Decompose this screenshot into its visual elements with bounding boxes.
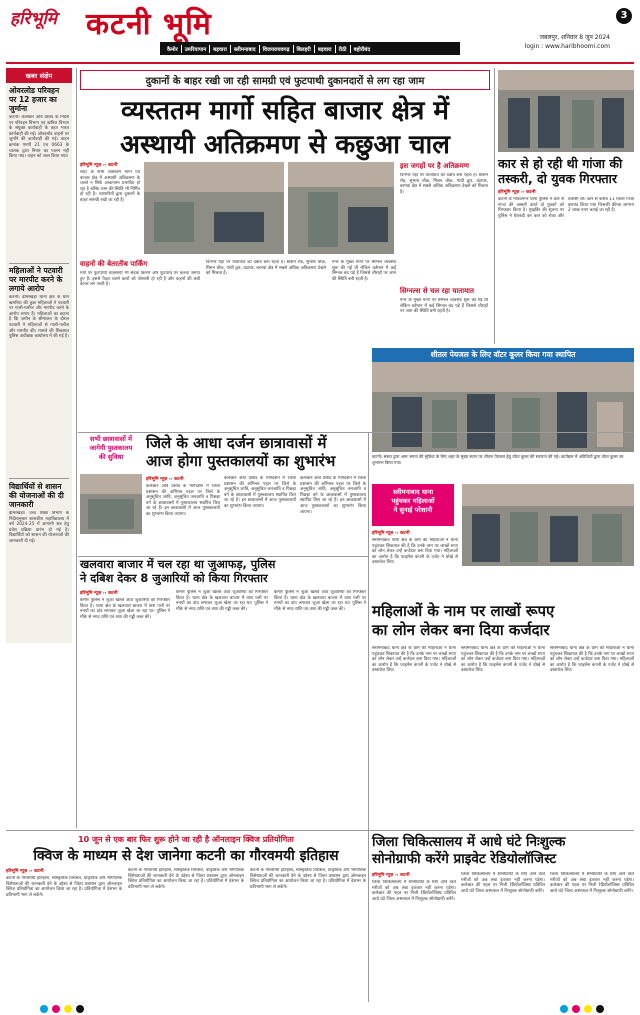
brief-body: कटनी। ढीमरखेड़ा थाना क्षेत्र के ग्राम खमरिया की कुछ महिलाओं ने पटवारी पर गाली-गलौज और मारपीट करने के आरोप लगाए हैं। महिलाओं का कहना है कि जमीन के सीमांकन के दौरान पटवारी ने महिलाओं से गाली-गलौज और मारपीट की। मामले की शिकायत पुलिस अधीक्षक कार्यालय में की गई है।: [9, 295, 69, 340]
brief-headline: महिलाओं ने पटवारी पर मारपीट करने के लगाये आरोप: [9, 266, 63, 293]
lead-subhead-encroachment: इस जगहों पर है अतिक्रमण: [400, 162, 469, 170]
registration-mark: [596, 1005, 604, 1013]
lead-body-3: दिनभर यहां पर यातायात का दबाव बना रहता है। स्टेशन रोड, सुभाष चौक, मिशन चौक, गांधी द्वार, घंटाघर, बरगवां क्षेत्र में सबसे अधिक अतिक्रमण देखने को मिलता है।: [206, 260, 326, 277]
ganja-headline: कार से हो रही थी गांजा की तस्करी, दो युवक गिरफ्तार: [498, 156, 623, 186]
gambling-headline-line1: खलवारा बाजार में चल रहा था जुआफड़, पुलिस: [80, 558, 276, 571]
loan-photo: [462, 484, 634, 566]
quiz-kicker: 10 जून से एक बार फिर शुरू होने जा रही है ऑनलाइन क्विज प्रतियोगिता: [78, 835, 294, 844]
gambling-body-2: कैमोर पुलिस ने जुआ खेलते आठ जुआरियों को गिरफ्तार किया है। थाना क्षेत्र के खलवारा बाजार में ताश पत्ती पर रुपयों का दांव लगाकर जुआ खेला जा रहा था। पुलिस ने मौके से नगद राशि एवं ताश की गड्डी जब्त की।: [176, 590, 268, 612]
lead-body-1: शहर के सभी व्यस्ततम मार्गों एवं बाजार क्षेत्र में अस्थायी अतिक्रमण के चलते न सिर्फ आवागमन प्रभावित हो रहा है बल्कि जाम की स्थिति भी निर्मित हो रही है। व्यापारियों द्वारा दुकानों के बाहर सामग्री रखी जा रही है।: [80, 170, 140, 203]
library-headline-line1: जिले के आधा दर्जन छात्रावासों में: [146, 434, 327, 452]
gambling-story: [80, 558, 366, 828]
registration-mark: [40, 1005, 48, 1013]
nav-item-sleemnabad[interactable]: स्लीमनाबाद: [231, 45, 260, 53]
nav-item-bilhari[interactable]: बिलहरी: [294, 45, 315, 53]
loan-story: [372, 484, 634, 824]
news-brief-sidebar: [6, 68, 72, 643]
radiology-body-2: जिला चिकित्सालय में सोनोग्राफी के लिए आने वाले मरीजों को अब लंबा इंतजार नहीं करना पड़ेगा। कलेक्टर की पहल पर निजी रेडियोलॉजिस्ट प्रतिदिन आधे घंटे जिला अस्पताल में निःशुल्क सोनोग्राफी करेंगे।: [461, 872, 545, 894]
registration-mark: [560, 1005, 568, 1013]
column-rule: [76, 68, 77, 828]
loan-tag-line2: पहुंचकर महिलाओं: [391, 497, 435, 505]
brief-divider: [9, 478, 69, 479]
loan-body-4: स्लीमनाबाद थाना क्षेत्र के ग्राम की महिलाओं ने थाना पहुंचकर शिकायत की है कि उनके नाम पर लाखों रुपए का लोन लेकर उन्हें कर्जदार बना दिया गया। महिलाओं का आरोप है कि फाइनेंस कंपनी के एजेंट ने धोखे से दस्तावेज लिए।: [550, 646, 634, 674]
loan-column-1: [372, 530, 458, 608]
nav-item-umariyapan[interactable]: उमरियापान: [182, 45, 210, 53]
lead-photo-traffic: [144, 162, 284, 254]
radiology-byline: हरिभूमि न्यूज़ ›› कटनी: [372, 873, 410, 878]
brand-logo: हरिभूमि: [10, 9, 57, 29]
library-photo: [80, 474, 142, 534]
brief-divider: [9, 263, 69, 264]
loan-headline-line2: का लोन लेकर बना दिया कर्जदार: [372, 621, 550, 639]
cooler-headline: शीतल पेयजल के लिए वॉटर कूलर किया गया स्थापित: [372, 348, 634, 362]
masthead-rule: [6, 62, 634, 64]
column-rule: [494, 68, 495, 344]
radiology-headline-line1: जिला चिकित्सालय में आधे घंटे निःशुल्क: [372, 834, 566, 850]
library-byline: हरिभूमि न्यूज़ ›› कटनी: [146, 477, 184, 482]
ganja-byline: हरिभूमि न्यूज़ ›› कटनी: [498, 190, 536, 195]
loan-body-2: स्लीमनाबाद थाना क्षेत्र के ग्राम की महिलाओं ने थाना पहुंचकर शिकायत की है कि उनके नाम पर लाखों रुपए का लोन लेकर उन्हें कर्जदार बना दिया गया। महिलाओं का आरोप है कि फाइनेंस कंपनी के एजेंट ने धोखे से दस्तावेज लिए।: [372, 646, 456, 674]
lead-headline-line2: अस्थायी अतिक्रमण से कछुआ चाल: [120, 130, 450, 160]
nav-item-vijayraghavgarh[interactable]: विजयराघवगढ़: [260, 45, 294, 53]
quiz-byline: हरिभूमि न्यूज़ ›› कटनी: [6, 869, 44, 874]
library-headline-line2: आज होगा पुस्तकालयों का शुभारंभ: [146, 452, 336, 470]
brief-body: कटनी। कलेक्टर अवि प्रसाद के निर्देश पर परिवहन विभाग एवं खनिज विभाग के संयुक्त कार्यवाही के तहत भारत कार्यवाही की गई। ओवरलोड वाहनों पर जुर्माने की कार्यवाही की गई। वाहन क्रमांक एमपी 21 एच 0663 के चालक द्वारा नियम का पालन नहीं किया गया। वाहन को जब्त किया गया।: [9, 115, 69, 160]
gambling-headline-line2: ने दबिश देकर 8 जुआरियों को किया गिरफ्तार: [80, 572, 268, 585]
library-tag-line1: सभी छात्रावासों में: [90, 435, 132, 443]
brief-item: [9, 482, 69, 631]
library-tag: [80, 434, 142, 470]
lead-subhead-parking: वाहनों की बेतरतीब पार्किंग: [80, 260, 148, 268]
loan-byline: हरिभूमि न्यूज़ ›› कटनी: [372, 531, 410, 536]
brief-headline: विद्यार्थियों से शासन की योजनाओं की दी जानकारी: [9, 482, 64, 509]
sidebar-header: खबर संक्षेप: [6, 68, 72, 83]
cooler-caption: कटनी। संस्था द्वारा आम जनता की सुविधा के लिए शहर के मुख्य स्थान पर शीतल पेयजल हेतु वॉटर कूलर की स्थापना की गई। कार्यक्रम में अतिथियों द्वारा वॉटर कूलर का शुभारंभ किया गया।: [372, 454, 624, 465]
library-body-2: कलेक्टर अवि प्रसाद के मार्गदर्शन में जिला प्रशासन की अभिनव पहल पर जिले के अनुसूचित जाति, अनुसूचित जनजाति व पिछड़ा वर्ग के छात्रावासों में पुस्तकालय स्थापित किए जा रहे हैं। इन छात्रावासों में आज पुस्तकालयों का शुभारंभ किया जाएगा।: [224, 476, 296, 509]
quiz-body-3: कटनी के गौरवमयी इतिहास, सांस्कृतिक विरासत, प्राकृतिक और भौगोलिक विशेषताओं की जानकारी देने के उद्देश्य से जिला प्रशासन द्वारा ऑनलाइन क्विज प्रतियोगिता का आयोजन किया जा रहा है। प्रतियोगिता में देशभर के प्रतिभागी भाग ले सकेंगे।: [250, 868, 366, 890]
date-line: जबलपुर, शनिवार 8 जून 2024: [539, 34, 610, 41]
lead-byline: हरिभूमि न्यूज़ ›› कटनी: [80, 163, 118, 168]
library-tag-line3: की सुविधा: [98, 453, 124, 461]
ganja-photo-police: [498, 70, 634, 152]
quiz-column-1: [6, 868, 122, 998]
registration-mark: [52, 1005, 60, 1013]
section-nav: [160, 42, 460, 55]
column-rule: [368, 432, 369, 1002]
brief-item: [6, 83, 72, 263]
nav-item-reethi[interactable]: रीठी: [336, 45, 351, 53]
quiz-body-1: कटनी के गौरवमयी इतिहास, सांस्कृतिक विरासत, प्राकृतिक और भौगोलिक विशेषताओं की जानकारी देने के उद्देश्य से जिला प्रशासन द्वारा ऑनलाइन क्विज प्रतियोगिता का आयोजन किया जा रहा है। प्रतियोगिता में देशभर के प्रतिभागी भाग ले सकेंगे।: [6, 876, 122, 898]
loan-body-1: स्लीमनाबाद थाना क्षेत्र के ग्राम की महिलाओं ने थाना पहुंचकर शिकायत की है कि उनके नाम पर लाखों रुपए का लोन लेकर उन्हें कर्जदार बना दिया गया। महिलाओं का आरोप है कि फाइनेंस कंपनी के एजेंट ने धोखे से दस्तावेज लिए।: [372, 538, 458, 566]
loan-tag-line1: स्लीमनाबाद थाना: [392, 488, 434, 496]
lead-column-1: [80, 162, 140, 260]
quiz-story: [6, 834, 366, 1002]
radiology-body-1: जिला चिकित्सालय में सोनोग्राफी के लिए आने वाले मरीजों को अब लंबा इंतजार नहीं करना पड़ेगा। कलेक्टर की पहल पर निजी रेडियोलॉजिस्ट प्रतिदिन आधे घंटे जिला अस्पताल में निःशुल्क सोनोग्राफी करेंगे।: [372, 880, 456, 902]
masthead: [0, 0, 640, 58]
brief-headline: ओवरलोड परिवहन पर 12 हजार का जुर्माना: [9, 86, 60, 113]
gambling-body-1: कैमोर पुलिस ने जुआ खेलते आठ जुआरियों को गिरफ्तार किया है। थाना क्षेत्र के खलवारा बाजार में ताश पत्ती पर रुपयों का दांव लगाकर जुआ खेला जा रहा था। पुलिस ने मौके से नगद राशि एवं ताश की गड्डी जब्त की।: [80, 598, 170, 620]
brief-body: ढीमरखेड़ा। उच्च शिक्षा विभाग के निर्देशानुसार शासकीय महाविद्यालय में वर्ष 2024-25 में आगामी सत्र हेतु प्रवेश प्रक्रिया प्रारंभ हो गई है। विद्यार्थियों को शासन की योजनाओं की जानकारी दी गई।: [9, 511, 69, 544]
registration-mark: [572, 1005, 580, 1013]
lead-photo-market: [288, 162, 394, 254]
lead-kicker: दुकानों के बाहर रखी जा रही सामग्री एवं फुटपाथी दुकानदारों से लग रहा जाम: [80, 70, 490, 90]
lead-subhead-signals: सिग्नल्स से चल रहा यातायात: [400, 287, 474, 295]
radiology-body-3: जिला चिकित्सालय में सोनोग्राफी के लिए आने वाले मरीजों को अब लंबा इंतजार नहीं करना पड़ेगा। कलेक्टर की पहल पर निजी रेडियोलॉजिस्ट प्रतिदिन आधे घंटे जिला अस्पताल में निःशुल्क सोनोग्राफी करेंगे।: [550, 872, 634, 894]
library-body-3: कलेक्टर अवि प्रसाद के मार्गदर्शन में जिला प्रशासन की अभिनव पहल पर जिले के अनुसूचित जाति, अनुसूचित जनजाति व पिछड़ा वर्ग के छात्रावासों में पुस्तकालय स्थापित किए जा रहे हैं। इन छात्रावासों में आज पुस्तकालयों का शुभारंभ किया जाएगा।: [300, 476, 366, 515]
section-rule: [6, 830, 634, 831]
radiology-headline-line2: सोनोग्राफी करेंगे प्राइवेट रेडियोलॉजिस्ट: [372, 851, 557, 867]
lead-column-3: [206, 260, 326, 395]
lead-column-2: [80, 260, 200, 391]
loan-tag: [372, 484, 454, 526]
loan-body-3: स्लीमनाबाद थाना क्षेत्र के ग्राम की महिलाओं ने थाना पहुंचकर शिकायत की है कि उनके नाम पर लाखों रुपए का लोन लेकर उन्हें कर्जदार बना दिया गया। महिलाओं का आरोप है कि फाइनेंस कंपनी के एजेंट ने धोखे से दस्तावेज लिए।: [461, 646, 545, 674]
lead-body-4: दिनभर यहां पर यातायात का दबाव बना रहता है। स्टेशन रोड, सुभाष चौक, मिशन चौक, गांधी द्वार, घंटाघर, बरगवां क्षेत्र में सबसे अधिक अतिक्रमण देखने को मिलता है।: [400, 173, 488, 195]
section-rule: [78, 432, 634, 433]
nav-item-barwara[interactable]: बड़वारा: [210, 45, 231, 53]
gambling-body-3: कैमोर पुलिस ने जुआ खेलते आठ जुआरियों को गिरफ्तार किया है। थाना क्षेत्र के खलवारा बाजार में ताश पत्ती पर रुपयों का दांव लगाकर जुआ खेला जा रहा था। पुलिस ने मौके से नगद राशि एवं ताश की गड्डी जब्त की।: [274, 590, 366, 612]
page-number: 3: [616, 8, 632, 24]
gambling-column-1: [80, 590, 170, 778]
loan-tag-line3: ने सुनाई परेशानी: [393, 506, 433, 514]
loan-headline-line1: महिलाओं के नाम पर लाखों रूपए: [372, 602, 555, 620]
registration-mark: [64, 1005, 72, 1013]
quiz-headline: क्विज के माध्यम से देश जानेगा कटनी का गौरवमयी इतिहास: [33, 848, 339, 864]
library-story: [80, 434, 366, 554]
section-rule: [78, 556, 368, 557]
registration-mark: [584, 1005, 592, 1013]
lead-body-6: नगर के मुख्य मार्गों पर सिग्नल व्यवस्था शुरू की गई थी लेकिन वर्तमान में कई सिग्नल बंद पड़े हैं जिससे चौराहों पर जाम की स्थिति बनी रहती है।: [332, 260, 396, 282]
radiology-story: [372, 834, 634, 1002]
nav-item-kaimor[interactable]: कैमोर: [164, 45, 182, 53]
library-tag-line2: जागेगी पुस्तकालय: [89, 444, 133, 452]
lead-body-5: नगर के मुख्य मार्गों पर सिग्नल व्यवस्था शुरू की गई थी लेकिन वर्तमान में कई सिग्नल बंद पड़े हैं जिससे चौराहों पर जाम की स्थिति बनी रहती है।: [400, 298, 488, 315]
lead-body-2: मार्ग पर फुटपाथी व्यवसायी भी सड़क किनारे और फुटपाथ पर कब्जा जमाए हुए हैं। इससे पैदल चलने वालों को परेशानी हो रही है और वाहनों की लंबी कतार लग जाती है।: [80, 271, 200, 288]
nav-item-barwara-2[interactable]: बड़वारा: [315, 45, 336, 53]
brief-item: [9, 266, 69, 465]
nav-item-bahoriband[interactable]: बहोरीबंद: [353, 46, 371, 53]
website-link[interactable]: login : www.haribhoomi.com: [524, 43, 610, 50]
quiz-body-2: कटनी के गौरवमयी इतिहास, सांस्कृतिक विरासत, प्राकृतिक और भौगोलिक विशेषताओं की जानकारी देने के उद्देश्य से जिला प्रशासन द्वारा ऑनलाइन क्विज प्रतियोगिता का आयोजन किया जा रहा है। प्रतियोगिता में देशभर के प्रतिभागी भाग ले सकेंगे।: [128, 868, 244, 890]
library-column-1: [146, 476, 220, 552]
edition-title: कटनी भूमि: [86, 7, 212, 42]
radiology-column-1: [372, 872, 456, 998]
library-body-1: कलेक्टर अवि प्रसाद के मार्गदर्शन में जिला प्रशासन की अभिनव पहल पर जिले के अनुसूचित जाति, अनुसूचित जनजाति व पिछड़ा वर्ग के छात्रावासों में पुस्तकालय स्थापित किए जा रहे हैं। इन छात्रावासों में आज पुस्तकालयों का शुभारंभ किया जाएगा।: [146, 484, 220, 517]
ganja-story: [498, 70, 634, 342]
gambling-byline: हरिभूमि न्यूज़ ›› कटनी: [80, 591, 118, 596]
ganja-body: कटनी के माधवनगर थाना पुलिस ने कार से गांजा की तस्करी करते दो युवकों को गिरफ्तार किया है। मुखबिर की सूचना पर पुलिस ने घेराबंदी कर कार को रोका और तलाशी ली। कार से करीब 11 किलो गांजा बरामद किया गया जिसकी कीमत लगभग 2 लाख रुपए बताई जा रही है।: [498, 197, 634, 219]
registration-mark: [76, 1005, 84, 1013]
lead-headline-line1: व्यस्ततम मार्गो सहित बाजार क्षेत्र में: [121, 96, 449, 126]
